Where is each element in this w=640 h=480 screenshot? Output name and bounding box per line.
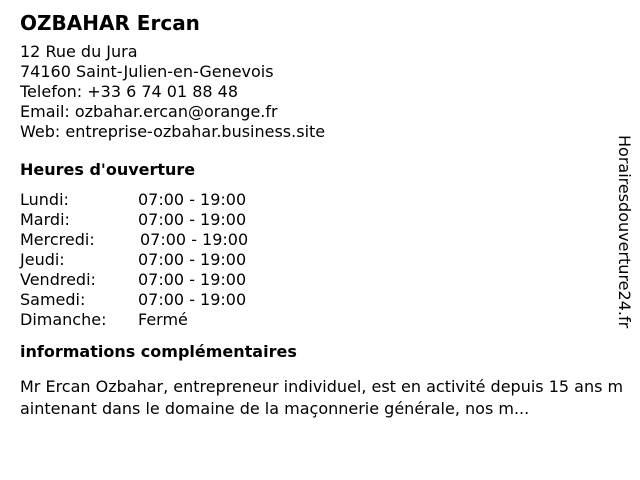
hours-row-friday [20,270,620,290]
info-description: Mr Ercan Ozbahar, entrepreneur individuel, est en activité depuis 15 ans maintenant dans le domaine de la maçonnerie générale, nos m... [20,377,624,418]
hours-time: 07:00 - 19:00 [138,270,247,289]
hours-day: Lundi: [20,190,69,209]
hours-day: Mardi: [20,210,70,229]
business-card [20,10,624,420]
hours-day: Samedi: [20,290,86,309]
hours-time: 07:00 - 19:00 [138,250,247,269]
address-street: 12 Rue du Jura [20,42,138,61]
phone-line: Telefon: +33 6 74 01 88 48 [20,82,239,101]
hours-time: Fermé [138,310,188,329]
hours-row-thursday [20,250,620,270]
watermark-text: Horairesdouverture24.fr [615,135,634,329]
hours-time: 07:00 - 19:00 [138,290,247,309]
hours-time: 07:00 - 19:00 [140,230,249,249]
address-city: 74160 Saint-Julien-en-Genevois [20,62,274,81]
hours-time: 07:00 - 19:00 [138,210,247,229]
hours-row-sunday [20,310,620,330]
hours-title: Heures d'ouverture [20,160,196,179]
hours-row-tuesday [20,210,620,230]
info-title: informations complémentaires [20,342,297,361]
hours-day: Mercredi: [20,230,95,249]
hours-row-saturday [20,290,620,310]
email-line: Email: ozbahar.ercan@orange.fr [20,102,278,121]
hours-row-wednesday [20,230,620,250]
hours-row-monday [20,190,620,210]
business-name: OZBAHAR Ercan [20,11,200,35]
web-line: Web: entreprise-ozbahar.business.site [20,122,326,141]
hours-time: 07:00 - 19:00 [138,190,247,209]
hours-day: Vendredi: [20,270,96,289]
hours-day: Jeudi: [20,250,65,269]
hours-day: Dimanche: [20,310,107,329]
